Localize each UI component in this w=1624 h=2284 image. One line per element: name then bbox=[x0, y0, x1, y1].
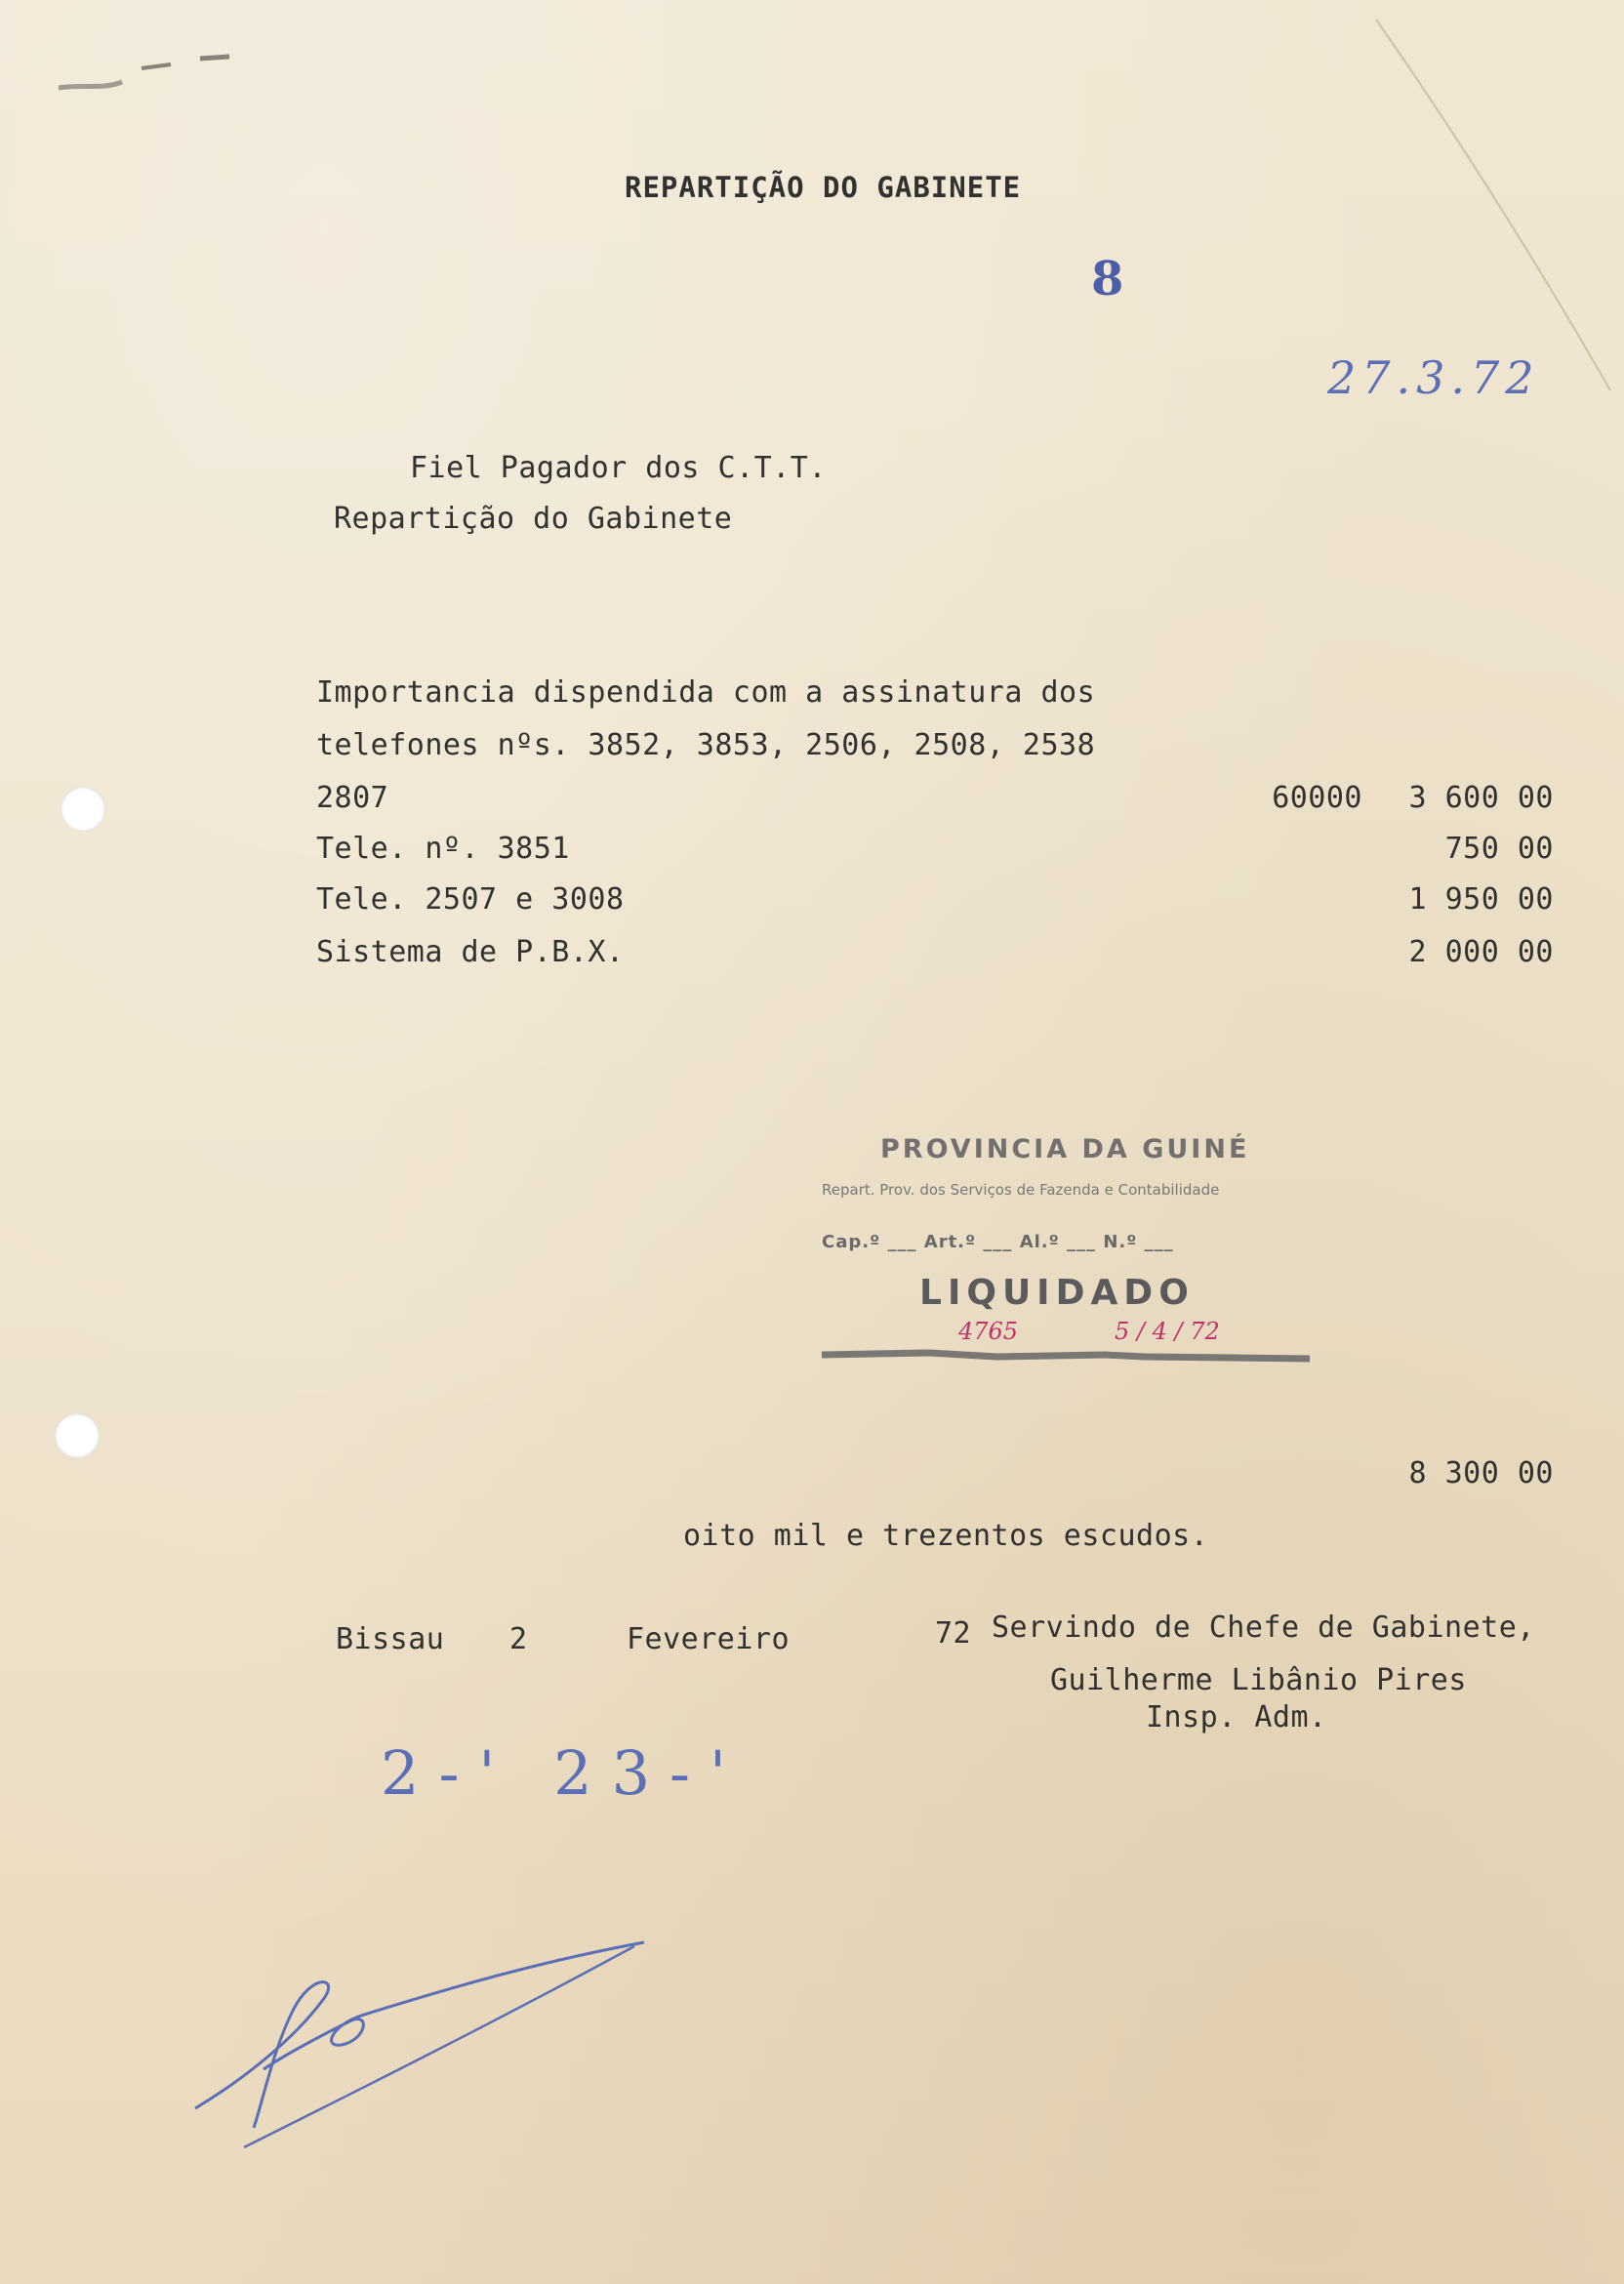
document-header: REPARTIÇÃO DO GABINETE bbox=[625, 171, 1022, 204]
place-day: 2 bbox=[509, 1622, 528, 1656]
handwritten-signature bbox=[185, 1933, 654, 2167]
page-number: 8 bbox=[1091, 252, 1124, 306]
handwritten-note: 2-' 23-' bbox=[381, 1737, 747, 1809]
signatory-title: Insp. Adm. bbox=[1146, 1700, 1327, 1734]
handwritten-date: 27.3.72 bbox=[1327, 351, 1540, 404]
item-amount: 750 00 bbox=[1444, 832, 1554, 866]
item-label: Tele. 2507 e 3008 bbox=[316, 882, 625, 917]
punch-hole-bottom bbox=[55, 1413, 100, 1458]
stamp-liquidado: LIQUIDADO bbox=[919, 1273, 1195, 1313]
item-unit: 60000 bbox=[1272, 781, 1362, 815]
description-line-1: Importancia dispendida com a assinatura dos bbox=[316, 675, 1096, 710]
item-label: Sistema de P.B.X. bbox=[316, 935, 625, 969]
place-city: Bissau bbox=[336, 1622, 445, 1656]
stamp-fields: Cap.º ___ Art.º ___ Al.º ___ N.º ___ bbox=[822, 1232, 1174, 1252]
item-label: 2807 bbox=[316, 781, 389, 815]
place-month: Fevereiro bbox=[627, 1622, 791, 1656]
item-amount: 3 600 00 bbox=[1408, 781, 1554, 815]
stamp-department: Repart. Prov. dos Serviços de Fazenda e Contabilidade bbox=[822, 1181, 1220, 1199]
item-amount: 1 950 00 bbox=[1408, 882, 1554, 917]
recipient-line-2: Repartição do Gabinete bbox=[334, 502, 733, 536]
signatory-name: Guilherme Libânio Pires bbox=[1050, 1663, 1467, 1697]
amount-in-words: oito mil e trezentos escudos. bbox=[683, 1519, 1209, 1553]
description-line-2: telefones nºs. 3852, 3853, 2506, 2508, 2538 bbox=[316, 728, 1096, 762]
item-label: Tele. nº. 3851 bbox=[316, 832, 570, 866]
stamp-underline bbox=[822, 1343, 1320, 1366]
punch-hole-top bbox=[61, 787, 105, 832]
signatory-role: Servindo de Chefe de Gabinete, bbox=[992, 1611, 1535, 1645]
item-amount: 2 000 00 bbox=[1408, 935, 1554, 969]
recipient-line-1: Fiel Pagador dos C.T.T. bbox=[410, 451, 827, 485]
total-amount: 8 300 00 bbox=[1408, 1456, 1554, 1490]
stamp-date: 5 / 4 / 72 bbox=[1115, 1318, 1220, 1345]
liquidado-stamp bbox=[822, 1132, 1320, 1376]
stamp-number: 4765 bbox=[958, 1318, 1019, 1345]
place-year: 72 bbox=[935, 1616, 972, 1651]
stamp-province: PROVINCIA DA GUINÉ bbox=[880, 1134, 1250, 1164]
ink-smudge bbox=[54, 49, 239, 107]
fold-crease bbox=[1357, 0, 1624, 410]
